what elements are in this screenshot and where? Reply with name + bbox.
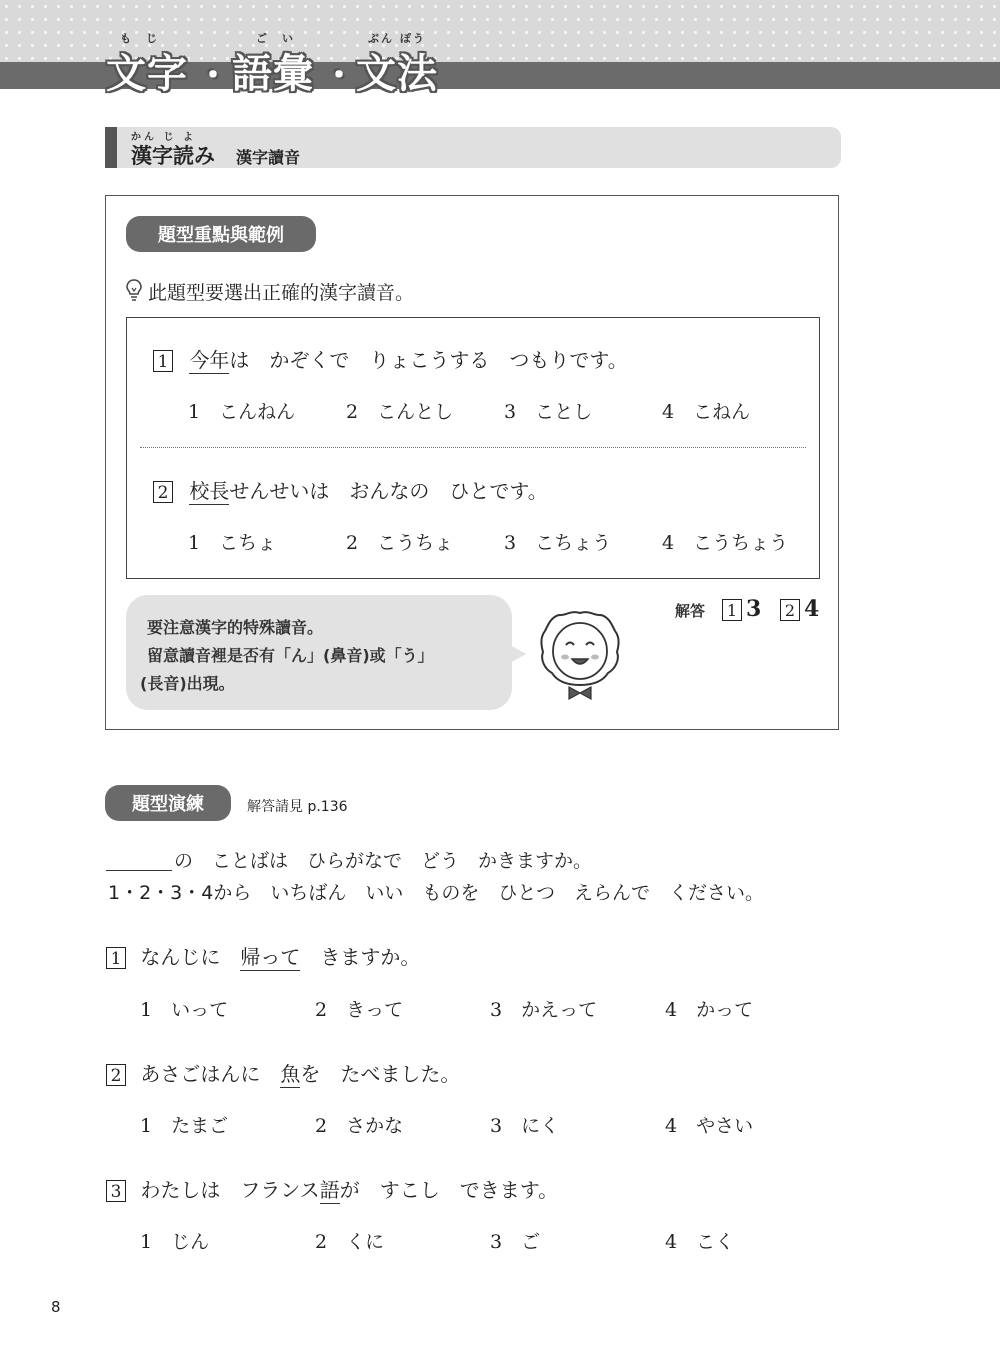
answer-reference: 解答請見 p.136 bbox=[247, 799, 348, 815]
blank-underline bbox=[106, 870, 172, 871]
example-badge-label: 題型重點與範例 bbox=[158, 225, 284, 246]
answer-2: 2 4 bbox=[780, 596, 819, 622]
practice-1-option-1[interactable]: 1 いって bbox=[140, 999, 229, 1021]
example-1-option-3: 3 ことし bbox=[504, 401, 593, 423]
title-ruby-1: も じ bbox=[120, 32, 159, 45]
practice-question-1: 1 なんじに 帰って きますか。 bbox=[106, 941, 420, 970]
question-number: 3 bbox=[106, 1180, 126, 1202]
instruction-line-1: の ことばは ひらがなで どう かきますか。 bbox=[174, 850, 593, 872]
practice-2-option-1[interactable]: 1 たまご bbox=[140, 1115, 229, 1137]
section-heading-bar bbox=[105, 127, 841, 168]
practice-question-2: 2 あさごはんに 魚を たべました。 bbox=[106, 1058, 460, 1087]
example-tip: 此題型要選出正確的漢字讀音。 bbox=[148, 282, 415, 304]
example-question-1 bbox=[153, 344, 628, 373]
practice-1-option-4[interactable]: 4 かって bbox=[665, 999, 754, 1021]
instruction-line-2: 1・2・3・4から いちばん いい ものを ひとつ えらんで ください。 bbox=[108, 882, 764, 904]
practice-1-option-3[interactable]: 3 かえって bbox=[490, 999, 598, 1021]
practice-3-option-1[interactable]: 1 じん bbox=[140, 1231, 210, 1253]
example-question-2 bbox=[153, 475, 548, 504]
bubble-line-3: (長音)出現。 bbox=[140, 674, 235, 693]
section-subtitle: 漢字讀音 bbox=[236, 148, 301, 167]
section-title-ruby: かん じ よ bbox=[131, 132, 196, 143]
practice-badge bbox=[105, 785, 231, 821]
example-1-option-2: 2 こんとし bbox=[346, 401, 454, 423]
example-1-option-1: 1 こんねん bbox=[188, 401, 296, 423]
example-badge bbox=[126, 216, 316, 252]
question-number: 1 bbox=[153, 350, 173, 372]
title-word-1: 文字 bbox=[106, 51, 188, 97]
title-ruby-2: ご い bbox=[256, 32, 295, 45]
example-2-option-4: 4 こうちょう bbox=[662, 532, 789, 554]
example-2-option-3: 3 こちょう bbox=[504, 532, 612, 554]
sheep-mascot-icon bbox=[535, 607, 625, 702]
practice-question-3: 3 わたしは フランス語が すこし できます。 bbox=[106, 1174, 558, 1203]
question-number: 2 bbox=[153, 481, 173, 503]
dotted-divider bbox=[140, 447, 806, 448]
title-word-2: 語彙 bbox=[232, 51, 314, 97]
section-title: 漢字読み bbox=[131, 144, 215, 168]
underlined-word: 語 bbox=[319, 1178, 340, 1202]
answer-1: 1 3 bbox=[722, 596, 761, 622]
practice-1-option-2[interactable]: 2 きって bbox=[315, 999, 404, 1021]
lightbulb-icon bbox=[124, 278, 144, 302]
page-number: 8 bbox=[51, 1298, 61, 1316]
practice-2-option-2[interactable]: 2 さかな bbox=[315, 1115, 404, 1137]
underlined-word: 帰って bbox=[240, 945, 301, 969]
practice-2-option-3[interactable]: 3 にく bbox=[490, 1115, 560, 1137]
title-separator-1: ・ bbox=[196, 56, 230, 96]
section-heading-accent bbox=[105, 127, 117, 168]
answer-label: 解答 bbox=[675, 602, 706, 620]
speech-bubble-tail bbox=[510, 645, 526, 663]
question-text: せんせいは おんなの ひとです。 bbox=[229, 479, 548, 503]
practice-badge-label: 題型演練 bbox=[132, 794, 204, 815]
example-1-option-4: 4 こねん bbox=[662, 401, 751, 423]
title-ruby-3: ぶん ぽう bbox=[368, 32, 426, 45]
question-number: 2 bbox=[106, 1064, 126, 1086]
title-separator-2: ・ bbox=[322, 56, 356, 96]
example-2-option-2: 2 こうちょ bbox=[346, 532, 454, 554]
practice-3-option-2[interactable]: 2 くに bbox=[315, 1231, 385, 1253]
bubble-line-2: 留意讀音裡是否有「ん」(鼻音)或「う」 bbox=[147, 646, 434, 665]
question-number: 1 bbox=[106, 947, 126, 969]
underlined-word: 今年 bbox=[189, 348, 230, 372]
practice-3-option-4[interactable]: 4 こく bbox=[665, 1231, 735, 1253]
title-word-3: 文法 bbox=[356, 51, 438, 97]
bubble-line-1: 要注意漢字的特殊讀音。 bbox=[147, 618, 324, 637]
practice-2-option-4[interactable]: 4 やさい bbox=[665, 1115, 754, 1137]
underlined-word: 魚 bbox=[280, 1062, 301, 1086]
question-text: は かぞくで りょこうする つもりです。 bbox=[229, 348, 628, 372]
practice-3-option-3[interactable]: 3 ご bbox=[490, 1231, 541, 1253]
underlined-word: 校長 bbox=[189, 479, 230, 503]
example-2-option-1: 1 こちょ bbox=[188, 532, 277, 554]
